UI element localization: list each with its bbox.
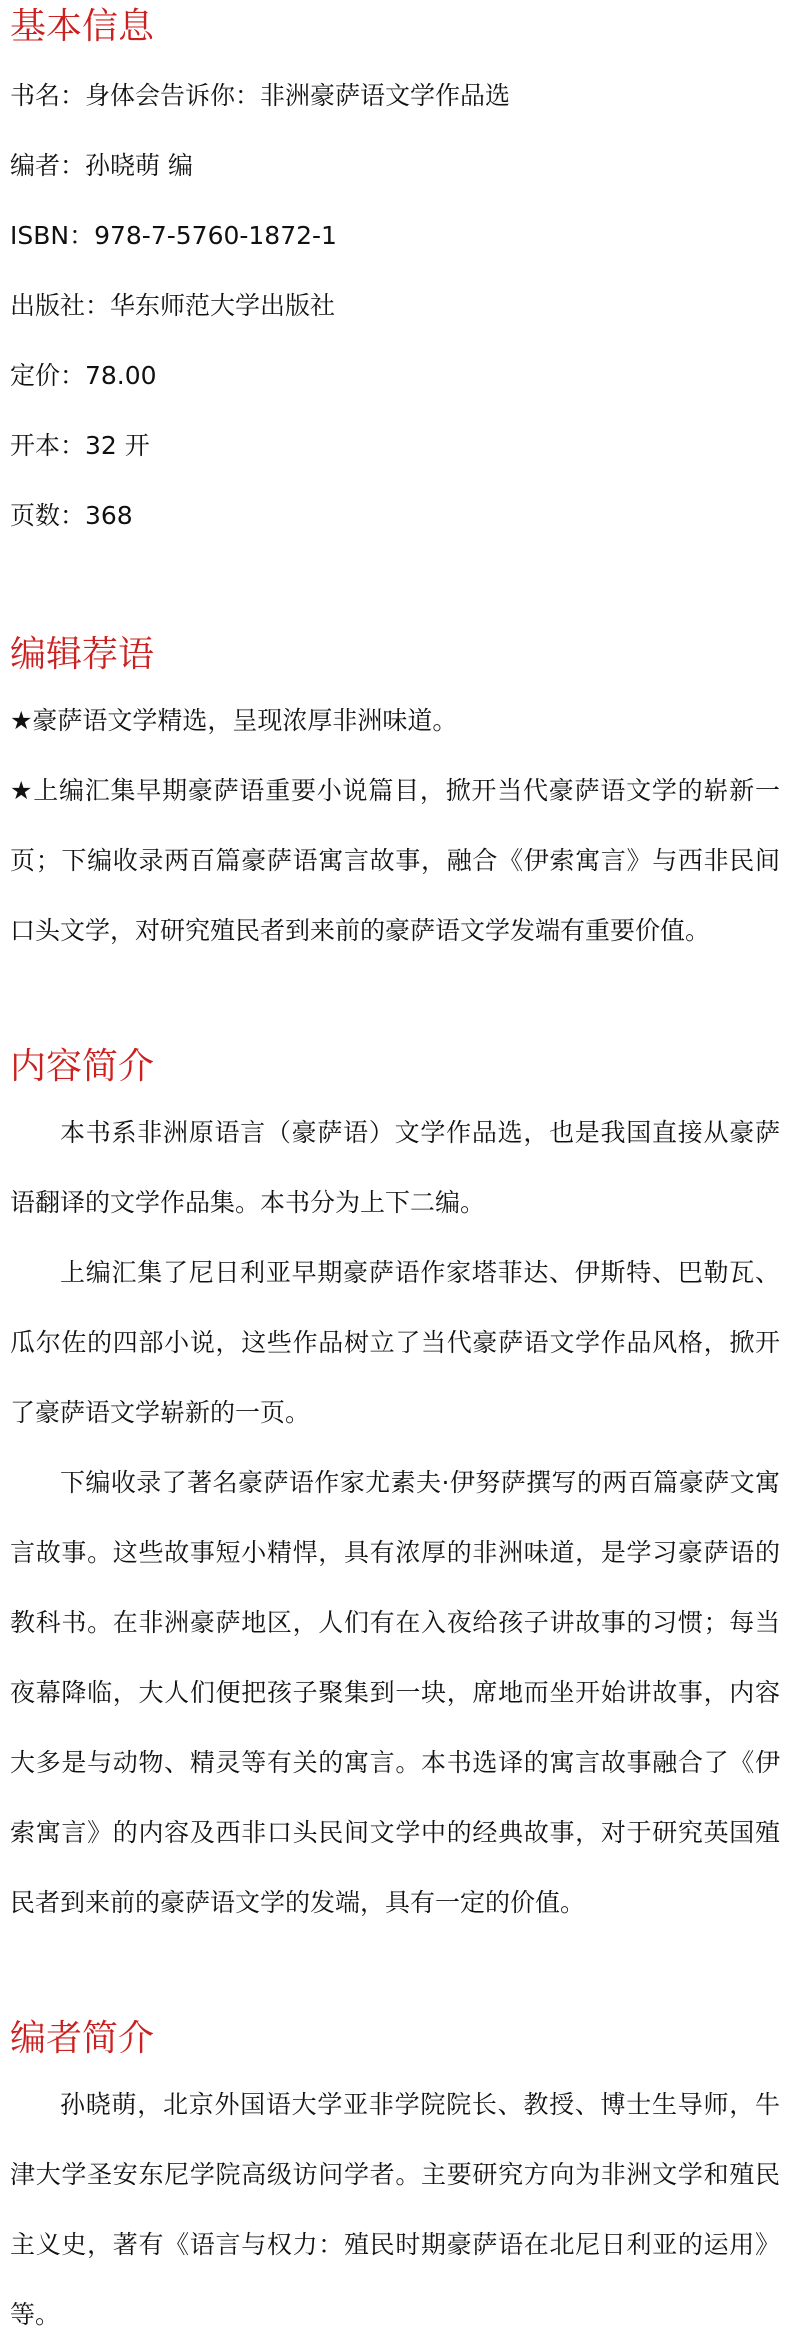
editor-recommendation-section — [10, 630, 780, 966]
editor-intro-heading: 编者简介 — [10, 2018, 155, 2059]
editor-intro-section — [10, 2014, 780, 2350]
intro-paragraph: 本书系非洲原语言（豪萨语）文学作品选，也是我国直接从豪萨语翻译的文学作品集。本书分为上下二编。 — [10, 1118, 780, 1217]
book-title-line: 书名：身体会告诉你：非洲豪萨语文学作品选 — [10, 81, 511, 110]
recommendation-paragraph: ★豪萨语文学精选，呈现浓厚非洲味道。 — [10, 706, 458, 735]
editor-recommendation-heading: 编辑荐语 — [10, 634, 155, 675]
editor-line: 编者：孙晓萌 编 — [10, 151, 193, 180]
format-line: 开本：32 开 — [10, 431, 150, 460]
publisher-line: 出版社：华东师范大学出版社 — [10, 291, 336, 320]
basic-info-heading: 基本信息 — [10, 6, 155, 47]
content-intro-heading: 内容简介 — [10, 1046, 155, 1087]
basic-info-section — [10, 2, 780, 530]
isbn-line: ISBN：978-7-5760-1872-1 — [10, 221, 337, 250]
price-line: 定价：78.00 — [10, 361, 157, 390]
pages-line: 页数：368 — [10, 501, 133, 530]
content-intro-section — [10, 1042, 780, 1938]
intro-paragraph: 下编收录了著名豪萨语作家尤素夫·伊努萨撰写的两百篇豪萨文寓言故事。这些故事短小精悍，具有浓厚的非洲味道，是学习豪萨语的教科书。在非洲豪萨地区，人们有在入夜给孩子讲故事的习惯；每当夜幕降临，大人们便把孩子聚集到一块，席地而坐开始讲故事，内容大多是与动物、精灵等有关的寓言。本书选译的寓言故事融合了《伊索寓言》的内容及西非口头民间文学中的经典故事，对于研究英国殖民者到来前的豪萨语文学的发端，具有一定的价值。 — [10, 1468, 780, 1917]
recommendation-paragraph: ★上编汇集早期豪萨语重要小说篇目，掀开当代豪萨语文学的崭新一页；下编收录两百篇豪萨语寓言故事，融合《伊索寓言》与西非民间口头文学，对研究殖民者到来前的豪萨语文学发端有重要价值。 — [10, 776, 780, 945]
editor-bio-paragraph: 孙晓萌，北京外国语大学亚非学院院长、教授、博士生导师，牛津大学圣安东尼学院高级访问学者。主要研究方向为非洲文学和殖民主义史，著有《语言与权力：殖民时期豪萨语在北尼日利亚的运用》等。 — [10, 2090, 780, 2329]
intro-paragraph: 上编汇集了尼日利亚早期豪萨语作家塔菲达、伊斯特、巴勒瓦、瓜尔佐的四部小说，这些作品树立了当代豪萨语文学作品风格，掀开了豪萨语文学崭新的一页。 — [10, 1258, 780, 1427]
